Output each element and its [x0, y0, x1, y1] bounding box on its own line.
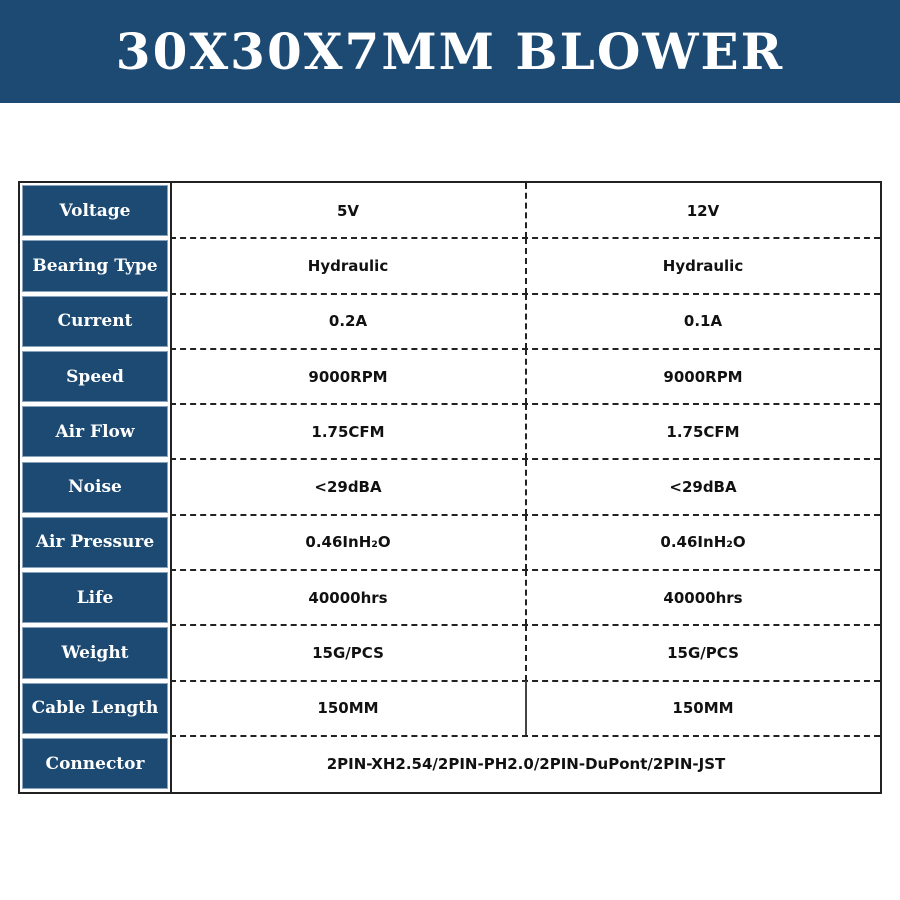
value-5v: Hydraulic [307, 256, 389, 275]
spec-row-noise [20, 460, 880, 515]
value-5v: 15G/PCS [312, 644, 384, 663]
row-label: Speed [22, 351, 168, 402]
spec-row-air-flow [20, 404, 880, 459]
value-5v: 5V [336, 201, 360, 220]
spec-row-voltage [20, 183, 880, 238]
row-label: Weight [22, 627, 168, 678]
value-12v: 1.75CFM [666, 422, 740, 441]
page-title: 30X30X7MM BLOWER [115, 22, 785, 81]
spec-table [18, 181, 882, 794]
value-12v: Hydraulic [662, 256, 744, 275]
value-12v: 150MM [672, 699, 734, 718]
spec-row-connector [20, 736, 880, 791]
spec-row-current [20, 294, 880, 349]
spec-row-weight [20, 625, 880, 680]
value-5v: 0.2A [328, 312, 368, 331]
row-label: Life [22, 572, 168, 623]
value-12v: 0.1A [683, 312, 723, 331]
row-label: Current [22, 296, 168, 347]
value-12v: 0.46InH₂O [660, 533, 746, 552]
row-label: Air Flow [22, 406, 168, 457]
spec-row-speed [20, 349, 880, 404]
value-5v: 0.46InH₂O [305, 533, 391, 552]
value-connector: 2PIN-XH2.54/2PIN-PH2.0/2PIN-DuPont/2PIN-JST [326, 754, 726, 773]
value-12v: 9000RPM [663, 367, 743, 386]
spec-row-air-pressure [20, 515, 880, 570]
value-12v: 12V [686, 201, 720, 220]
value-12v: 15G/PCS [667, 644, 739, 663]
value-5v: 150MM [317, 699, 379, 718]
value-12v: <29dBA [669, 478, 737, 497]
row-label: Voltage [22, 185, 168, 236]
value-5v: <29dBA [314, 478, 382, 497]
row-label: Air Pressure [22, 517, 168, 568]
spec-row-cable-length [20, 681, 880, 736]
row-label: Bearing Type [22, 240, 168, 291]
title-banner [0, 0, 900, 103]
row-label: Noise [22, 462, 168, 513]
row-label: Connector [22, 738, 168, 789]
value-5v: 9000RPM [308, 367, 388, 386]
value-5v: 1.75CFM [311, 422, 385, 441]
row-label: Cable Length [22, 683, 168, 734]
value-5v: 40000hrs [308, 588, 388, 607]
spec-row-life [20, 570, 880, 625]
value-12v: 40000hrs [663, 588, 743, 607]
spec-row-bearing-type [20, 238, 880, 293]
